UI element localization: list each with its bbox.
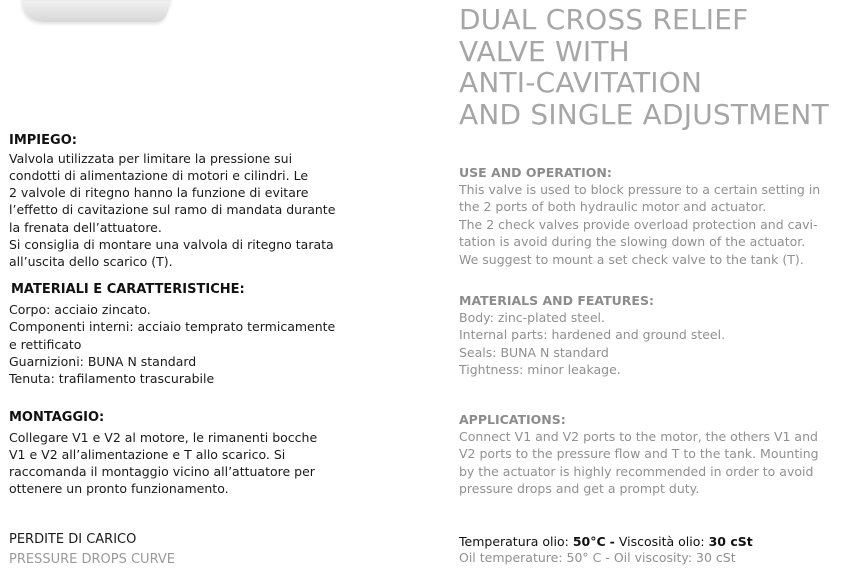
materiali-line: e rettificato [9, 336, 82, 352]
materiali-body-section [9, 301, 409, 387]
materiali-section [11, 281, 411, 299]
materials-line: Body: zinc-plated steel. [459, 310, 605, 325]
italian-column [9, 0, 409, 571]
temperature-en: Oil temperature: 50° C - Oil viscosity: 30 cSt [459, 550, 736, 565]
use-section [459, 164, 868, 268]
materiali-line: Guarnizioni: BUNA N standard [9, 353, 197, 369]
use-line: This valve is used to block pressure to a certain setting in [459, 182, 821, 197]
page-title [459, 4, 829, 130]
applications-line: pressure drops and get a prompt duty. [459, 481, 700, 497]
montaggio-line: raccomanda il montaggio vicino all’attuatore per [9, 464, 315, 480]
montaggio-line: V1 e V2 all’alimentazione e T allo scarico. Si [9, 446, 286, 462]
applications-line: V2 ports to the pressure flow and T to the tank. Mounting [459, 446, 819, 462]
use-line: tation is avoid during the slowing down of the actuator. [459, 234, 806, 250]
applications-heading: APPLICATIONS: [459, 412, 566, 427]
materiali-line: Corpo: acciaio zincato. [9, 302, 151, 317]
pressure-drops-label: PRESSURE DROPS CURVE [9, 552, 176, 567]
impiego-line: all’uscita dello scarico (T). [9, 254, 173, 270]
materials-line: Tightness: minor leakage. [459, 362, 621, 378]
viscosity-value: 30 cSt [708, 534, 753, 549]
materiali-line: Tenuta: trafilamento trascurabile [9, 371, 215, 387]
title-line: AND SINGLE ADJUSTMENT [459, 97, 829, 131]
use-line: We suggest to mount a set check valve to the tank (T). [459, 251, 804, 267]
title-line: ANTI-CAVITATION [459, 66, 703, 99]
impiego-line: Si consiglia di montare una valvola di ritegno tarata [9, 236, 334, 252]
use-heading: USE AND OPERATION: [459, 165, 612, 180]
viscosity-label: Viscosità olio: [618, 534, 705, 549]
applications-section [459, 411, 868, 498]
applications-line: by the actuator is highly recommended in order to avoid [459, 463, 814, 479]
temperature-it [459, 534, 868, 550]
perdite-section [9, 531, 409, 569]
impiego-line: l’effetto di cavitazione sul ramo di mandata durante [9, 202, 336, 218]
title-line: DUAL CROSS RELIEF [459, 3, 749, 36]
use-body [459, 181, 868, 268]
materials-section [459, 292, 868, 379]
impiego-section [9, 132, 409, 271]
materiali-body [9, 301, 409, 387]
english-column [459, 0, 868, 571]
materials-line: Seals: BUNA N standard [459, 344, 609, 360]
materiali-line: Componenti interni: acciaio temprato termicamente [9, 319, 336, 335]
impiego-body [9, 150, 409, 271]
temp-label: Temperatura olio: [459, 534, 569, 549]
use-line: The 2 check valves provide overload protection and cavi- [459, 216, 818, 232]
perdite-di-carico-label: PERDITE DI CARICO [9, 532, 137, 547]
montaggio-body [9, 429, 409, 498]
impiego-line: Valvola utilizzata per limitare la pressione sui [9, 150, 293, 166]
use-line: the 2 ports of both hydraulic motor and actuator. [459, 199, 767, 215]
materials-line: Internal parts: hardened and ground steel. [459, 327, 726, 343]
materials-body [459, 309, 868, 379]
impiego-heading: IMPIEGO: [9, 133, 77, 148]
materiali-heading: MATERIALI E CARATTERISTICHE: [11, 282, 245, 297]
impiego-line: condotti di alimentazione di motori e cilindri. Le [9, 167, 309, 183]
impiego-line: la frenata dell’attuatore. [9, 219, 162, 235]
title-line: VALVE WITH [459, 34, 630, 68]
temperature-section [459, 534, 868, 566]
temp-separator: - [609, 534, 615, 549]
applications-line: Connect V1 and V2 ports to the motor, the others V1 and [459, 429, 818, 444]
materials-heading: MATERIALS AND FEATURES: [459, 293, 654, 308]
impiego-line: 2 valvole di ritegno hanno la funzione di evitare [9, 185, 309, 201]
temp-value: 50°C [572, 534, 606, 549]
montaggio-section [9, 409, 409, 498]
montaggio-line: Collegare V1 e V2 al motore, le rimanenti bocche [9, 429, 318, 445]
montaggio-heading: MONTAGGIO: [9, 410, 105, 425]
applications-body [459, 428, 868, 498]
montaggio-line: ottenere un pronto funzionamento. [9, 481, 229, 497]
